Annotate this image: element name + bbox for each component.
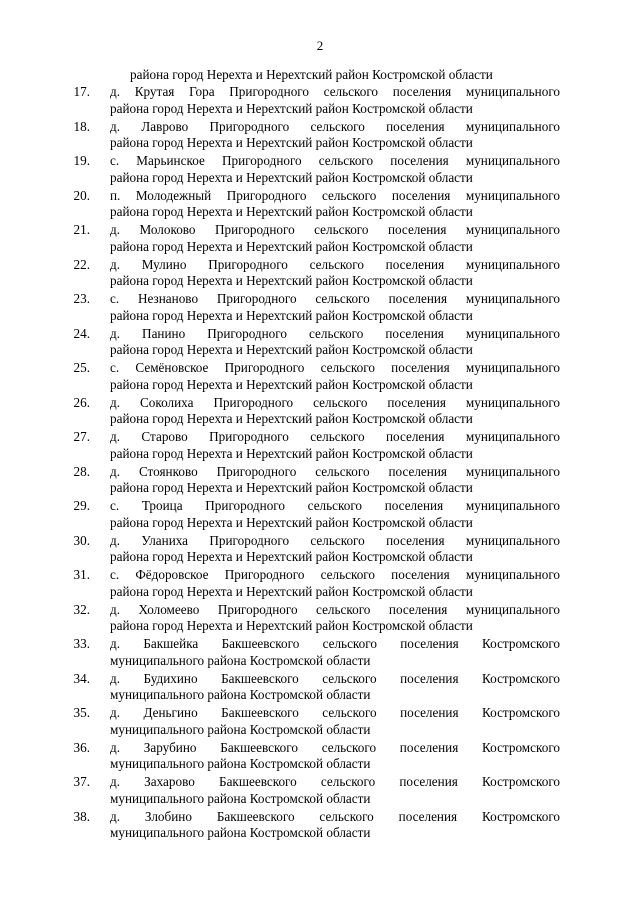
list-item [0, 222, 640, 257]
item-text-line-2: района город Нерехта и Нерехтский район Костромской области [110, 480, 473, 495]
item-text [110, 291, 560, 326]
list-item [0, 533, 640, 568]
item-text [110, 188, 560, 223]
item-text-line-1: д. Панино Пригородного сельского поселения муниципального [110, 325, 560, 341]
item-text [110, 602, 560, 637]
item-number: 25. [73, 360, 90, 375]
list-item [0, 464, 640, 499]
item-number: 31. [73, 567, 90, 582]
item-text-line-2: района город Нерехта и Нерехтский район Костромской области [110, 169, 473, 185]
list-item [0, 671, 640, 706]
item-text-line-2: муниципального района Костромской области [110, 756, 371, 771]
item-number: 37. [73, 774, 90, 789]
item-number: 24. [73, 325, 90, 341]
item-text-line-1: д. Бакшейка Бакшеевского сельского поселения Костромского [110, 636, 560, 651]
item-text-line-2: района город Нерехта и Нерехтский район Костромской области [110, 135, 473, 150]
continuation-line: района город Нерехта и Нерехтский район Костромской области [130, 67, 493, 82]
item-text [110, 705, 560, 740]
item-text-line-1: д. Зарубино Бакшеевского сельского поселения Костромского [110, 739, 560, 755]
list-item [0, 395, 640, 430]
item-number: 32. [73, 601, 90, 617]
list-item [0, 360, 640, 395]
item-text [110, 119, 560, 154]
item-text [110, 809, 560, 844]
item-text-line-1: д. Уланиха Пригородного сельского поселения муниципального [110, 532, 560, 548]
item-text-line-2: муниципального района Костромской области [110, 652, 371, 668]
item-number: 17. [73, 84, 90, 99]
item-number: 33. [73, 636, 90, 651]
item-text-line-2: района город Нерехта и Нерехтский район Костромской области [110, 204, 473, 219]
item-text [110, 464, 560, 499]
item-text-line-1: д. Лаврово Пригородного сельского поселения муниципального [110, 118, 560, 134]
item-number: 34. [73, 670, 90, 686]
item-text-line-2: района город Нерехта и Нерехтский район Костромской области [110, 445, 473, 461]
item-text-line-2: района город Нерехта и Нерехтский район Костромской области [110, 342, 473, 357]
item-number: 21. [73, 222, 90, 237]
item-text-line-2: района город Нерехта и Нерехтский район Костромской области [110, 100, 473, 116]
list-item [0, 119, 640, 154]
list-item [0, 809, 640, 844]
item-number: 20. [73, 187, 90, 203]
item-text [110, 395, 560, 430]
item-text-line-2: района город Нерехта и Нерехтский район Костромской области [110, 238, 473, 254]
list-item [0, 429, 640, 464]
item-text [110, 740, 560, 775]
item-text-line-1: д. Злобино Бакшеевского сельского поселения Костромского [110, 808, 560, 824]
item-text-line-2: района город Нерехта и Нерехтский район Костромской области [110, 549, 473, 564]
list-item [0, 740, 640, 775]
list-item [0, 188, 640, 223]
list-item [0, 705, 640, 740]
item-text-line-1: с. Троица Пригородного сельского поселения муниципального [110, 498, 560, 513]
item-number: 30. [73, 532, 90, 548]
item-number: 26. [73, 394, 90, 410]
item-text-line-2: района город Нерехта и Нерехтский район Костромской области [110, 273, 473, 288]
item-text [110, 533, 560, 568]
item-text [110, 222, 560, 257]
item-text-line-1: д. Старово Пригородного сельского поселения муниципального [110, 429, 560, 444]
item-text-line-1: д. Стоянково Пригородного сельского поселения муниципального [110, 463, 560, 479]
item-text [110, 636, 560, 671]
item-number: 38. [73, 808, 90, 824]
item-text-line-1: д. Деньгино Бакшеевского сельского поселения Костромского [110, 705, 560, 720]
list-item [0, 567, 640, 602]
list-item [0, 326, 640, 361]
list-item [0, 84, 640, 119]
item-text-line-1: д. Холомеево Пригородного сельского поселения муниципального [110, 601, 560, 617]
page-number: 2 [316, 38, 324, 53]
item-text [110, 567, 560, 602]
item-number: 35. [73, 705, 90, 720]
item-text-line-1: с. Марьинское Пригородного сельского поселения муниципального [110, 153, 560, 168]
item-text [110, 498, 560, 533]
item-text-line-1: с. Семёновское Пригородного сельского поселения муниципального [110, 360, 560, 375]
item-text [110, 774, 560, 809]
item-text-line-2: муниципального района Костромской области [110, 687, 371, 702]
list-item [0, 636, 640, 671]
item-text-line-2: района город Нерехта и Нерехтский район Костромской области [110, 307, 473, 323]
item-number: 36. [73, 739, 90, 755]
list-item [0, 291, 640, 326]
item-number: 23. [73, 291, 90, 306]
item-text [110, 360, 560, 395]
list-item [0, 257, 640, 292]
item-text-line-1: с. Незнаново Пригородного сельского поселения муниципального [110, 291, 560, 306]
list-item [0, 774, 640, 809]
item-text [110, 326, 560, 361]
item-text-line-2: района город Нерехта и Нерехтский район Костромской области [110, 618, 473, 633]
item-text-line-1: д. Захарово Бакшеевского сельского поселения Костромского [110, 774, 560, 789]
item-text [110, 257, 560, 292]
list-item [0, 602, 640, 637]
item-number: 28. [73, 463, 90, 479]
item-number: 27. [73, 429, 90, 444]
item-text-line-2: района город Нерехта и Нерехтский район Костромской области [110, 411, 473, 426]
item-text-line-1: д. Мулино Пригородного сельского поселения муниципального [110, 256, 560, 272]
item-text-line-2: муниципального района Костромской области [110, 790, 371, 806]
list-item [0, 153, 640, 188]
item-text-line-1: д. Крутая Гора Пригородного сельского поселения муниципального [110, 84, 560, 99]
list-item [0, 498, 640, 533]
item-text [110, 84, 560, 119]
item-text-line-1: п. Молодежный Пригородного сельского поселения муниципального [110, 187, 560, 203]
item-text [110, 429, 560, 464]
item-text-line-2: муниципального района Костромской области [110, 825, 371, 840]
item-text-line-2: района город Нерехта и Нерехтский район Костромской области [110, 376, 473, 392]
item-text-line-2: района город Нерехта и Нерехтский район Костромской области [110, 514, 473, 530]
item-number: 22. [73, 256, 90, 272]
item-text-line-2: района город Нерехта и Нерехтский район Костромской области [110, 583, 473, 599]
item-text-line-2: муниципального района Костромской области [110, 721, 371, 737]
item-text-line-1: д. Молоково Пригородного сельского поселения муниципального [110, 222, 560, 237]
item-number: 29. [73, 498, 90, 513]
item-text-line-1: д. Будихино Бакшеевского сельского поселения Костромского [110, 670, 560, 686]
item-text [110, 671, 560, 706]
item-text-line-1: д. Соколиха Пригородного сельского поселения муниципального [110, 394, 560, 410]
settlement-list [0, 84, 640, 843]
item-text-line-1: с. Фёдоровское Пригородного сельского поселения муниципального [110, 567, 560, 582]
item-text [110, 153, 560, 188]
item-number: 18. [73, 118, 90, 134]
item-number: 19. [73, 153, 90, 168]
